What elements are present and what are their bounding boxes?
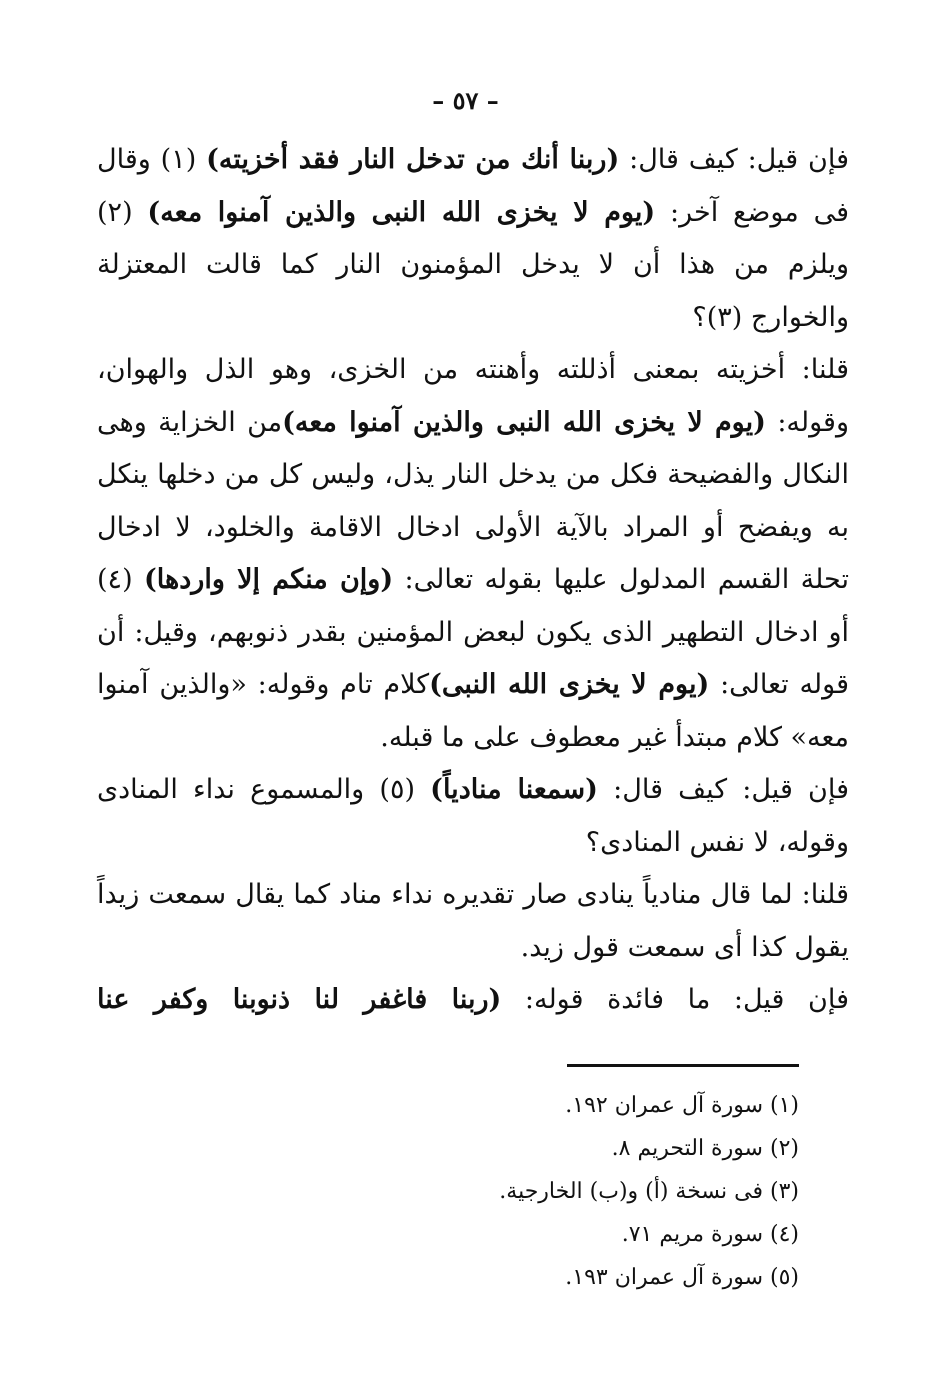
footnotes: [299, 1084, 799, 1299]
quran-quote: (يوم لا يخزى الله النبى): [429, 669, 710, 700]
text-run: فإن قيل: كيف قال:: [619, 144, 849, 175]
quran-quote: (ربنا أنك من تدخل النار فقد أخزيته): [206, 144, 620, 175]
quran-quote: (وإن منكم إلا واردها): [144, 564, 394, 595]
paragraph: [97, 344, 849, 764]
text-run: قلنا: أخزيته بمعنى أذللته وأهنته من الخزى، وهو الذل والهوان، وقوله:: [97, 354, 850, 438]
text-run: (١) وقال فى موضع آخر:: [97, 144, 849, 228]
footnote: (٢) سورة التحريم ٨.: [611, 1136, 799, 1161]
paragraph: [97, 869, 849, 974]
quran-quote: (ربنا فاغفر لنا ذنوبنا وكفر عنا: [97, 984, 502, 1015]
paragraph: [97, 974, 849, 1027]
footnote: (١) سورة آل عمران ١٩٢.: [565, 1093, 799, 1118]
quran-quote: (يوم لا يخزى الله النبى والذين آمنوا معه): [282, 406, 766, 438]
text-run: (٢) ويلزم من هذا أن لا يدخل المؤمنون النار كما قالت المعتزلة والخوارج (٣)؟: [97, 196, 849, 333]
footnote-divider: [567, 1064, 799, 1067]
text-run: (٤) أو ادخال التطهير الذى يكون لبعض المؤمنين بقدر ذنوبهم، وقيل: أن قوله تعالى:: [97, 564, 850, 700]
text-run: قلنا: لما قال منادياً ينادى صار تقديره نداء مناد كما يقال سمعت زيداً يقول كذا أى سمعت قول زيد.: [97, 879, 849, 963]
text-run: كلام تام وقوله: «والذين آمنوا معه» كلام مبتدأ غير معطوف على ما قبله.: [97, 669, 849, 753]
text-run: فإن قيل: ما فائدة قوله:: [501, 984, 849, 1015]
main-text: [97, 134, 849, 1027]
text-run: من الخزاية وهى النكال والفضيحة فكل من يدخل النار يذل، وليس كل من دخلها ينكل به ويفضح أو المراد بالآية الأولى ادخال الاقامة والخلود، لا ادخال تحلة القسم المدلول عليها بقوله تعالى:: [97, 406, 849, 595]
page-number: – ٥٧ –: [432, 86, 499, 115]
footnote: (٥) سورة آل عمران ١٩٣.: [565, 1265, 799, 1290]
quran-quote: (سمعنا منادياً): [430, 774, 598, 805]
quran-quote: (يوم لا يخزى الله النبى والذين آمنوا معه): [147, 196, 656, 228]
text-run: (٥) والمسموع نداء المنادى وقوله، لا نفس المنادى؟: [97, 774, 849, 858]
footnote: (٣) فى نسخة (أ) و(ب) الخارجية.: [499, 1179, 799, 1204]
paragraph: [97, 134, 849, 344]
paragraph: [97, 764, 849, 869]
text-run: فإن قيل: كيف قال:: [597, 774, 849, 805]
footnote: (٤) سورة مريم ٧١.: [621, 1222, 799, 1247]
